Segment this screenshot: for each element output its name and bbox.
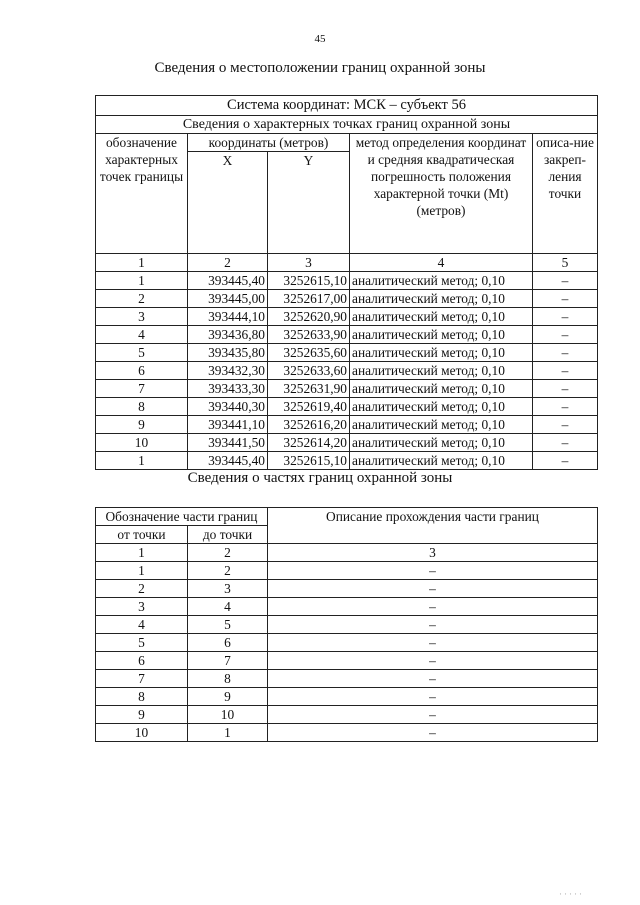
point-number: 1 — [96, 272, 188, 290]
column-number: 5 — [533, 254, 598, 272]
coordinates-table — [95, 95, 598, 470]
point-number: 1 — [96, 452, 188, 470]
x-value: 393440,30 — [188, 398, 268, 416]
to-point: 4 — [188, 598, 268, 616]
coordinate-row — [96, 398, 598, 416]
y-value: 3252633,60 — [268, 362, 350, 380]
coordinate-row — [96, 326, 598, 344]
location-heading: Сведения о местоположении границ охранной зоны — [154, 60, 486, 76]
y-value: 3252615,10 — [268, 272, 350, 290]
point-number: 6 — [96, 362, 188, 380]
y-value: 3252620,90 — [268, 308, 350, 326]
point-number: 3 — [96, 308, 188, 326]
x-value: 393436,80 — [188, 326, 268, 344]
part-description: – — [268, 688, 598, 706]
to-point: 5 — [188, 616, 268, 634]
x-value: 393445,40 — [188, 272, 268, 290]
col-method-header: метод определения координат и средняя квадратическая погрешность положения характерной точки (Mt) (метров) — [350, 134, 533, 254]
y-value: 3252614,20 — [268, 434, 350, 452]
parts-table — [95, 507, 598, 742]
desc-value: – — [533, 452, 598, 470]
method-value: аналитический метод; 0,10 — [350, 434, 533, 452]
column-number: 1 — [96, 544, 188, 562]
coordinate-row — [96, 344, 598, 362]
from-point: 6 — [96, 652, 188, 670]
method-value: аналитический метод; 0,10 — [350, 272, 533, 290]
column-number: 3 — [268, 544, 598, 562]
coordinate-row — [96, 362, 598, 380]
part-row — [96, 580, 598, 598]
points-subtitle: Сведения о характерных точках границ охранной зоны — [96, 116, 598, 134]
from-point: 5 — [96, 634, 188, 652]
column-numbers-row — [96, 254, 598, 272]
y-value: 3252631,90 — [268, 380, 350, 398]
part-description: – — [268, 598, 598, 616]
from-point: 1 — [96, 562, 188, 580]
parts-numbers-row — [96, 544, 598, 562]
from-point: 4 — [96, 616, 188, 634]
coordinate-row — [96, 416, 598, 434]
desc-value: – — [533, 272, 598, 290]
col-y-header: Y — [268, 152, 350, 254]
point-number: 7 — [96, 380, 188, 398]
from-point: 3 — [96, 598, 188, 616]
y-value: 3252616,20 — [268, 416, 350, 434]
to-point: 2 — [188, 562, 268, 580]
column-number: 3 — [268, 254, 350, 272]
col-point-header: обозначение характерных точек границы — [96, 134, 188, 254]
point-number: 8 — [96, 398, 188, 416]
part-row — [96, 706, 598, 724]
part-row — [96, 724, 598, 742]
from-point: 8 — [96, 688, 188, 706]
method-value: аналитический метод; 0,10 — [350, 290, 533, 308]
parts-heading: Сведения о частях границ охранной зоны — [187, 470, 453, 486]
to-point: 3 — [188, 580, 268, 598]
coordinate-row — [96, 308, 598, 326]
corner-mark: ····· — [559, 889, 584, 899]
method-value: аналитический метод; 0,10 — [350, 398, 533, 416]
from-header: от точки — [96, 526, 188, 544]
part-row — [96, 634, 598, 652]
method-value: аналитический метод; 0,10 — [350, 326, 533, 344]
method-value: аналитический метод; 0,10 — [350, 362, 533, 380]
part-description: – — [268, 724, 598, 742]
coordinate-row — [96, 380, 598, 398]
coordinate-row — [96, 272, 598, 290]
point-number: 2 — [96, 290, 188, 308]
desc-value: – — [533, 326, 598, 344]
column-number: 2 — [188, 254, 268, 272]
x-value: 393433,30 — [188, 380, 268, 398]
point-number: 10 — [96, 434, 188, 452]
desc-value: – — [533, 434, 598, 452]
col-desc-header: описа-ние закреп-ления точки — [533, 134, 598, 254]
column-number: 1 — [96, 254, 188, 272]
desc-value: – — [533, 308, 598, 326]
to-point: 10 — [188, 706, 268, 724]
coordinate-row — [96, 452, 598, 470]
from-point: 9 — [96, 706, 188, 724]
point-number: 9 — [96, 416, 188, 434]
col-coords-header: координаты (метров) — [188, 134, 350, 152]
part-row — [96, 562, 598, 580]
x-value: 393445,40 — [188, 452, 268, 470]
x-value: 393441,10 — [188, 416, 268, 434]
to-point: 9 — [188, 688, 268, 706]
part-description: – — [268, 652, 598, 670]
desc-value: – — [533, 398, 598, 416]
desc-value: – — [533, 416, 598, 434]
part-description: – — [268, 580, 598, 598]
column-number: 2 — [188, 544, 268, 562]
x-value: 393435,80 — [188, 344, 268, 362]
method-value: аналитический метод; 0,10 — [350, 308, 533, 326]
point-number: 5 — [96, 344, 188, 362]
to-point: 8 — [188, 670, 268, 688]
y-value: 3252617,00 — [268, 290, 350, 308]
method-value: аналитический метод; 0,10 — [350, 452, 533, 470]
x-value: 393444,10 — [188, 308, 268, 326]
part-description: – — [268, 670, 598, 688]
to-point: 7 — [188, 652, 268, 670]
method-value: аналитический метод; 0,10 — [350, 344, 533, 362]
description-header: Описание прохождения части границ — [268, 508, 598, 544]
desc-value: – — [533, 380, 598, 398]
col-x-header: X — [188, 152, 268, 254]
part-description: – — [268, 562, 598, 580]
x-value: 393432,30 — [188, 362, 268, 380]
coordinate-row — [96, 434, 598, 452]
part-row — [96, 670, 598, 688]
desc-value: – — [533, 362, 598, 380]
x-value: 393445,00 — [188, 290, 268, 308]
desc-value: – — [533, 290, 598, 308]
designation-header: Обозначение части границ — [96, 508, 268, 526]
part-row — [96, 598, 598, 616]
to-point: 1 — [188, 724, 268, 742]
method-value: аналитический метод; 0,10 — [350, 380, 533, 398]
part-description: – — [268, 706, 598, 724]
y-value: 3252633,90 — [268, 326, 350, 344]
part-description: – — [268, 616, 598, 634]
to-header: до точки — [188, 526, 268, 544]
page-number: 45 — [314, 33, 326, 45]
coordinate-system: Система координат: МСК – субъект 56 — [96, 96, 598, 116]
to-point: 6 — [188, 634, 268, 652]
y-value: 3252635,60 — [268, 344, 350, 362]
part-row — [96, 652, 598, 670]
x-value: 393441,50 — [188, 434, 268, 452]
from-point: 7 — [96, 670, 188, 688]
y-value: 3252619,40 — [268, 398, 350, 416]
column-number: 4 — [350, 254, 533, 272]
from-point: 2 — [96, 580, 188, 598]
point-number: 4 — [96, 326, 188, 344]
part-row — [96, 688, 598, 706]
from-point: 10 — [96, 724, 188, 742]
coordinate-row — [96, 290, 598, 308]
y-value: 3252615,10 — [268, 452, 350, 470]
part-description: – — [268, 634, 598, 652]
desc-value: – — [533, 344, 598, 362]
method-value: аналитический метод; 0,10 — [350, 416, 533, 434]
part-row — [96, 616, 598, 634]
